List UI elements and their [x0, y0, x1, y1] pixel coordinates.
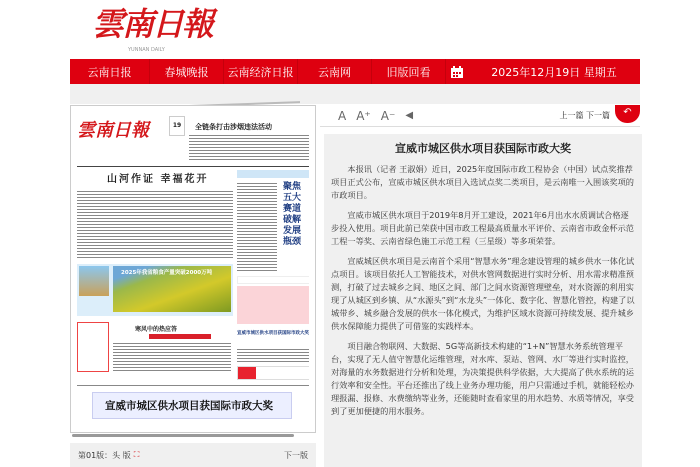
text-block: [189, 134, 309, 162]
article-toolbar: [320, 105, 640, 127]
red-banner: [149, 334, 211, 339]
page-shadow: [72, 434, 294, 437]
newspaper-page-preview[interactable]: [70, 105, 316, 433]
hover-tooltip: 宣威市城区供水项目获国际市政大奖: [92, 392, 292, 419]
headline[interactable]: 山河作证 幸福花开: [107, 174, 209, 185]
section-banner: [237, 276, 309, 284]
main-nav: [70, 59, 640, 84]
text-block: [77, 190, 233, 260]
text-block: [113, 342, 231, 372]
headline[interactable]: 宣威市城区供水项目获国际市政大奖: [237, 331, 309, 336]
font-increase-button[interactable]: A⁺: [356, 108, 371, 123]
font-decrease-button[interactable]: A⁻: [380, 108, 396, 123]
article-paragraph: 宣威市城区供水项目于2019年8月开工建设，2021年6月出水水质调试合格逐步投入使用。项目此前已荣获中国市政工程最高质量水平评价、云南省市政金杯示范工程一等奖、云南省绿色施工示范工程（三星级）等多项荣誉。: [331, 210, 634, 246]
nav-yunnan-daily[interactable]: 云南日报: [70, 59, 150, 84]
nav-chuncheng-evening[interactable]: 春城晚报: [150, 59, 224, 84]
nav-yunnan-net[interactable]: 云南网: [298, 59, 372, 84]
pink-section: [237, 286, 309, 324]
pdf-icon[interactable]: ⛶: [133, 450, 140, 459]
article-paragraph: 本报讯（记者 王淑娟）近日，2025年度国际市政工程协会（中国）试点奖推荐项目正式公布，宣威市城区供水项目入选试点奖二类项目，是云南唯一入围该奖项的市政项目。: [331, 164, 634, 200]
headline[interactable]: 寒风中的热应答: [135, 326, 178, 333]
return-icon[interactable]: ↶: [615, 105, 640, 123]
font-normal-button[interactable]: A: [338, 108, 347, 123]
footer-line: [77, 384, 309, 387]
current-date: 2025年12月19日 星期五: [491, 65, 617, 79]
article-paragraph: 项目融合物联网、大数据、5G等高新技术构建的“1+N”智慧水务系统管理平台，实现了无人值守智慧化运维管理，对水库、泵站、管网、水厂等进行实时监控，对海量的水务数据进行分析和处理，为决策提供科学依据，大大提高了供水系统的运行效率和安全性。平台还推出了线上业务办理功能，用户只需通过手机，就能轻松办理报漏、报修、水费缴纳等业务，还能随时查看家里的用水趋势、水质等情况，享受到了更加便捷的用水服务。: [331, 341, 634, 416]
speaker-icon[interactable]: ◀︎: [405, 110, 414, 121]
article-title: 宣威市城区供水项目获国际市政大奖: [395, 142, 571, 155]
next-page-link[interactable]: 下一版: [284, 450, 308, 460]
page-bar: [70, 443, 316, 467]
paper-logo: 雲南日報: [77, 120, 149, 141]
headline[interactable]: 2025年我省粮食产量突破2000万吨: [121, 270, 213, 276]
article-paragraph: 宣威城区供水项目是云南首个采用“智慧水务”理念建设管理的城乡供水一体化试点项目。该项目依托人工智能技术，对供水管网数据进行实时分析、用水需求精准预测，打破了过去城乡之间、地区之间、部门之间水资源管理壁垒，对水资源的利用实现了从城区到乡镇、从“水源头”到“水龙头”一体化、数字化、智慧化管控，构建了以城带乡、城乡融合发展的供水一体化模式，为维护区域水资源可持续发展、提升城乡供水保障能力提供了可借鉴的实践样本。: [331, 256, 635, 331]
headline[interactable]: 聚焦五大赛道 破解发展瓶颈: [283, 182, 302, 247]
prev-next-article[interactable]: 上一篇 下一篇: [559, 111, 610, 120]
yunnan-daily-logo[interactable]: [92, 4, 222, 56]
page-label: 第01版：头 版: [78, 450, 131, 460]
article-content: [324, 134, 642, 467]
photo: [79, 266, 109, 296]
logo-text: 雲南日報: [92, 5, 213, 43]
logo-subtitle: YUNNAN DAILY: [128, 47, 165, 53]
issue-number: 19: [169, 116, 185, 136]
nav-economic-daily[interactable]: 云南经济日报: [224, 59, 298, 84]
text-block: [237, 182, 277, 272]
headline[interactable]: 全链条打击涉烟违法活动: [195, 123, 272, 131]
text-block: [237, 348, 309, 362]
section-banner: [237, 170, 309, 178]
nav-old-version[interactable]: 旧版回看: [372, 59, 446, 84]
divider: [77, 166, 309, 167]
ad-box: [237, 366, 309, 380]
ad-box: [77, 322, 109, 372]
calendar-icon[interactable]: [446, 65, 468, 79]
